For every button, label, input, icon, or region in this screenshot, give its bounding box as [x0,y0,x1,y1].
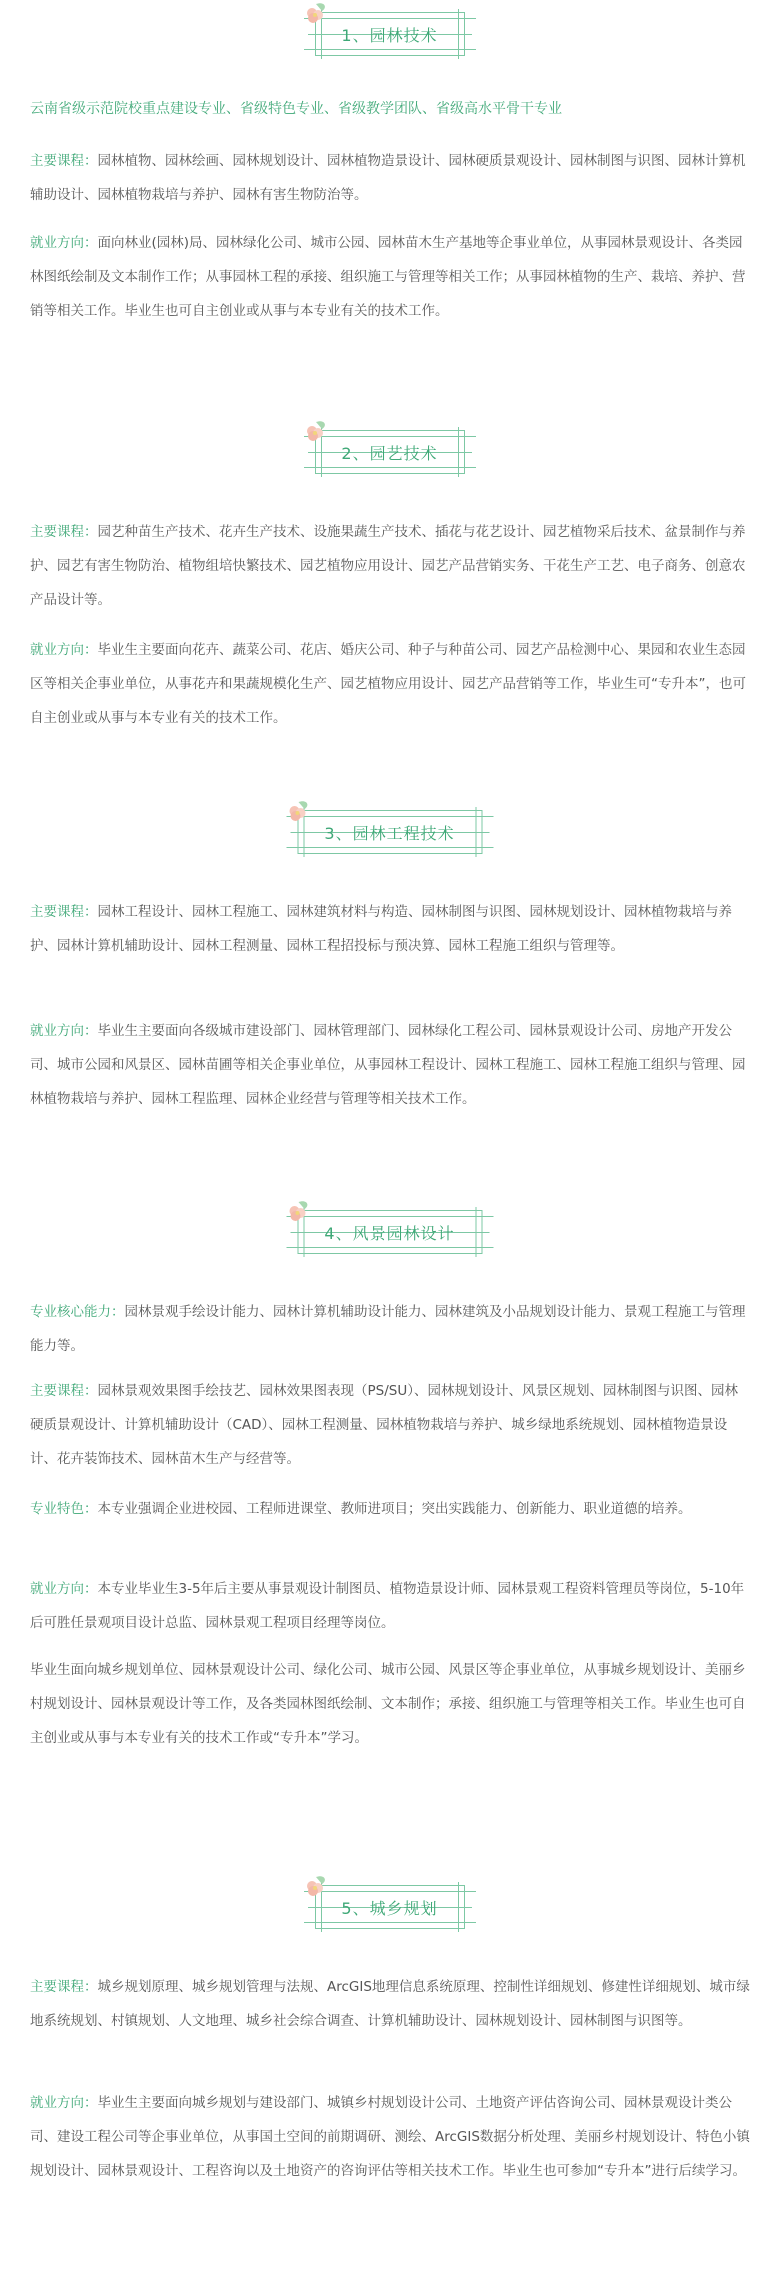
section-4-jobs [30,1572,750,1640]
section-title: 3、园林工程技术 [324,823,455,843]
core-text: 园林景观手绘设计能力、园林计算机辅助设计能力、园林建筑及小品规划设计能力、景观工程施工与管理能力等。 [30,1304,746,1354]
section-3-header [0,810,779,870]
section-title: 4、风景园林设计 [324,1223,455,1243]
jobs-text: 面向林业(园林)局、园林绿化公司、城市公园、园林苗木生产基地等企事业单位，从事园林景观设计、各类园林图纸绘制及文本制作工作；从事园林工程的承接、组织施工与管理等相关工作；从事园林植物的生产、栽培、养护、营销等相关工作。毕业生也可自主创业或从事与本专业有关的技术工作。 [30,235,746,319]
flower-icon [284,799,312,823]
section-4-extra: 毕业生面向城乡规划单位、园林景观设计公司、绿化公司、城市公园、风景区等企事业单位，从事城乡规划设计、美丽乡村规划设计、园林景观设计等工作，及各类园林图纸绘制、文本制作；承接、组织施工与管理等相关工作。毕业生也可自主创业或从事与本专业有关的技术工作或“专升本”学习。 [30,1662,746,1746]
section-3-title-box [297,810,482,854]
section-1-header [0,12,779,72]
feature-text: 本专业强调企业进校园、工程师进课堂、教师进项目；突出实践能力、创新能力、职业道德的培养。 [97,1501,692,1517]
courses-label: 主要课程： [30,1979,98,1995]
courses-label: 主要课程： [30,524,98,540]
section-2-courses [30,515,750,617]
section-1-title-box [315,12,465,56]
flower-icon [284,1199,312,1223]
courses-label: 主要课程： [30,904,98,920]
section-4-title-box [297,1210,482,1254]
flower-icon [302,1874,330,1898]
jobs-text: 毕业生主要面向城乡规划与建设部门、城镇乡村规划设计公司、土地资产评估咨询公司、园林景观设计类公司、建设工程公司等企事业单位，从事国土空间的前期调研、测绘、ArcGIS数据分析处理、美丽乡村规划设计、特色小镇规划设计、园林景观设计、工程咨询以及土地资产的咨询评估等相关技术工作。毕业生也可参加“专升本”进行后续学习。 [30,2095,750,2179]
core-label: 专业核心能力： [30,1304,125,1320]
courses-text: 园林景观效果图手绘技艺、园林效果图表现（PS/SU）、园林规划设计、风景区规划、园林制图与识图、园林硬质景观设计、计算机辅助设计（CAD）、园林工程测量、园林植物栽培与养护、城乡绿地系统规划、园林植物造景设计、花卉装饰技术、园林苗木生产与经营等。 [30,1383,738,1467]
jobs-label: 就业方向： [30,642,98,658]
section-title: 5、城乡规划 [341,1898,438,1918]
section-title: 2、园艺技术 [341,443,438,463]
courses-text: 园林植物、园林绘画、园林规划设计、园林植物造景设计、园林硬质景观设计、园林制图与识图、园林计算机辅助设计、园林植物栽培与养护、园林有害生物防治等。 [30,153,746,203]
jobs-label: 就业方向： [30,235,98,251]
jobs-text: 毕业生主要面向花卉、蔬菜公司、花店、婚庆公司、种子与种苗公司、园艺产品检测中心、果园和农业生态园区等相关企事业单位，从事花卉和果蔬规模化生产、园艺植物应用设计、园艺产品营销等工作，毕业生可“专升本”，也可自主创业或从事与本专业有关的技术工作。 [30,642,746,726]
section-4-header [0,1210,779,1270]
jobs-label: 就业方向： [30,1581,98,1597]
courses-text: 城乡规划原理、城乡规划管理与法规、ArcGIS地理信息系统原理、控制性详细规划、修建性详细规划、城市绿地系统规划、村镇规划、人文地理、城乡社会综合调查、计算机辅助设计、园林规划设计、园林制图与识图等。 [30,1979,750,2029]
courses-text: 园林工程设计、园林工程施工、园林建筑材料与构造、园林制图与识图、园林规划设计、园林植物栽培与养护、园林计算机辅助设计、园林工程测量、园林工程招投标与预决算、园林工程施工组织与管理等。 [30,904,732,954]
section-5-title-box [315,1885,465,1929]
courses-text: 园艺种苗生产技术、花卉生产技术、设施果蔬生产技术、插花与花艺设计、园艺植物采后技术、盆景制作与养护、园艺有害生物防治、植物组培快繁技术、园艺植物应用设计、园艺产品营销实务、干花生产工艺、电子商务、创意农产品设计等。 [30,524,746,608]
section-1-courses [30,144,750,212]
jobs-text: 本专业毕业生3-5年后主要从事景观设计制图员、植物造景设计师、园林景观工程资料管理员等岗位，5-10年后可胜任景观项目设计总监、园林景观工程项目经理等岗位。 [30,1581,745,1631]
flower-icon [302,1,330,25]
flower-icon [302,419,330,443]
section-4-feature [30,1492,750,1526]
section-1-intro: 云南省级示范院校重点建设专业、省级特色专业、省级教学团队、省级高水平骨干专业 [30,101,562,117]
section-4-courses [30,1374,750,1476]
section-3-courses [30,895,750,963]
section-5-jobs [30,2086,750,2188]
feature-label: 专业特色： [30,1501,98,1517]
section-5-courses [30,1970,750,2038]
section-2-title-box [315,430,465,474]
section-3-jobs [30,1014,750,1116]
section-title: 1、园林技术 [341,25,438,45]
section-2-header [0,430,779,490]
section-4-core [30,1295,750,1363]
section-5-header [0,1885,779,1945]
section-2-jobs [30,633,750,735]
jobs-label: 就业方向： [30,2095,98,2111]
courses-label: 主要课程： [30,1383,98,1399]
jobs-text: 毕业生主要面向各级城市建设部门、园林管理部门、园林绿化工程公司、园林景观设计公司、房地产开发公司、城市公园和风景区、园林苗圃等相关企事业单位，从事园林工程设计、园林工程施工、园林工程施工组织与管理、园林植物栽培与养护、园林工程监理、园林企业经营与管理等相关技术工作。 [30,1023,746,1107]
jobs-label: 就业方向： [30,1023,98,1039]
section-1-jobs [30,226,750,328]
courses-label: 主要课程： [30,153,98,169]
